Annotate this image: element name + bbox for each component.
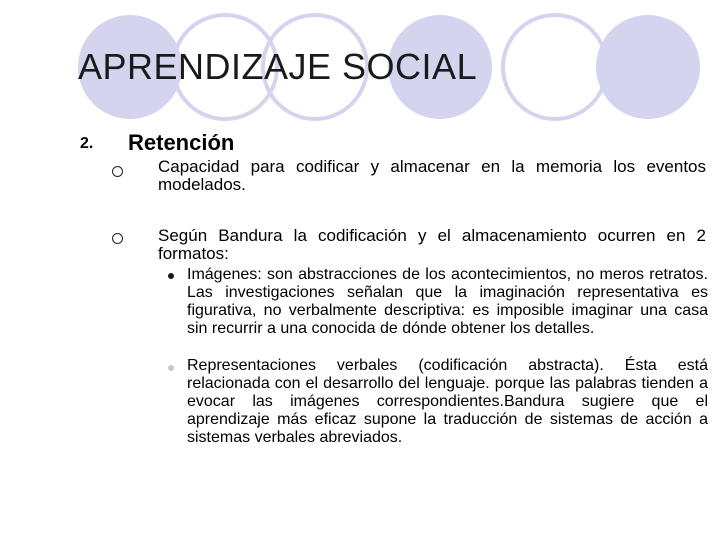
- decor-circle-6: [596, 15, 700, 119]
- dot-bullet-icon: [168, 365, 174, 371]
- decor-circle-5: [503, 15, 607, 119]
- hollow-bullet-icon: [112, 233, 123, 244]
- slide-title: APRENDIZAJE SOCIAL: [78, 46, 478, 87]
- subpoint-1-text: Imágenes: son abstracciones de los acontecimientos, no meros retratos. Las investigaciones señalan que la imaginación representativa es figurativa, no verbalmente descriptiva: es imposible imaginar una casa sin recurrir a una conocida de dónde obtener los detalles.: [187, 266, 708, 337]
- section-heading: Retención: [128, 130, 235, 155]
- section-number: 2.: [80, 135, 94, 152]
- dot-bullet-icon: [168, 273, 174, 279]
- point-1-text: Capacidad para codificar y almacenar en la memoria los eventos modelados.: [158, 157, 706, 194]
- point-2-text: Según Bandura la codificación y el almacenamiento ocurren en 2 formatos:: [158, 226, 706, 263]
- hollow-bullet-icon: [112, 166, 123, 177]
- subpoint-2-text: Representaciones verbales (codificación abstracta). Ésta está relacionada con el desarrollo del lenguaje. porque las palabras tienden a evocar las imágenes correspondientes.Bandura sugiere que el aprendizaje más eficaz supone la traducción de sistemas de acción a sistemas verbales abreviados.: [187, 357, 708, 446]
